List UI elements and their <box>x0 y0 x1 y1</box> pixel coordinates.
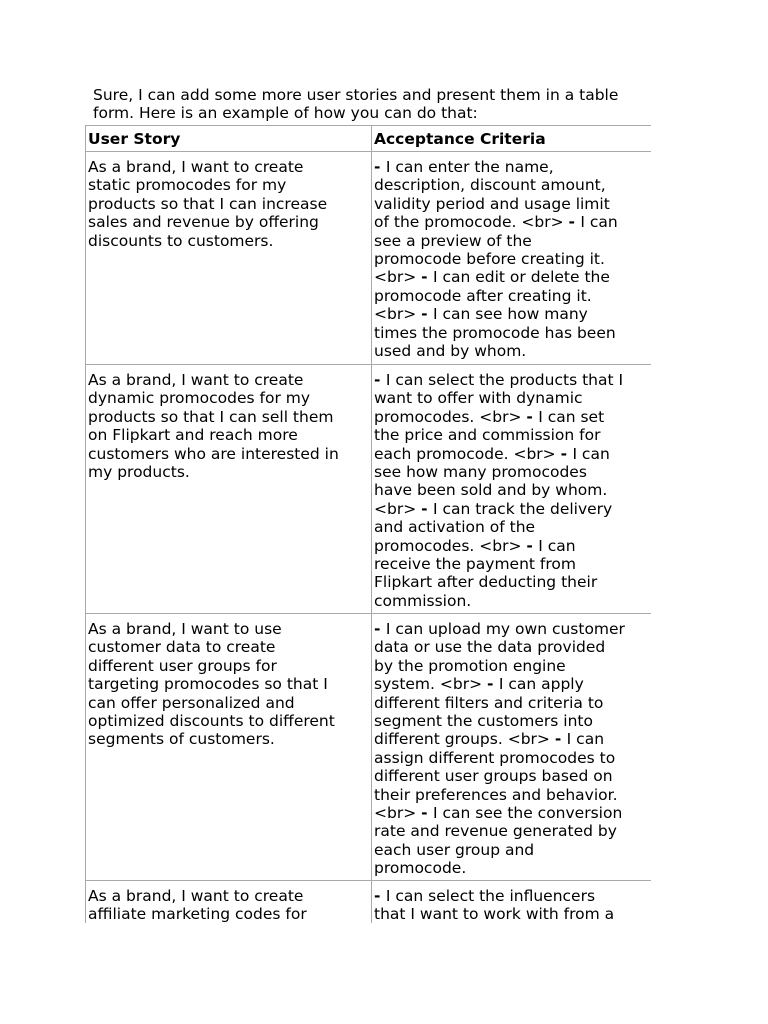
acceptance-criteria-line: data or use the data provided <box>374 638 606 657</box>
user-story-cell <box>86 365 372 614</box>
acceptance-criteria-line: segment the customers into <box>374 712 593 731</box>
user-story-cell <box>86 152 372 365</box>
user-story-line: affiliate marketing codes for <box>88 905 307 923</box>
table-row <box>86 365 652 614</box>
acceptance-criteria-line: and activation of the <box>374 518 536 537</box>
bullet-dash: - <box>374 158 386 176</box>
bullet-dash: - <box>421 268 433 287</box>
user-stories-table-container <box>85 125 651 923</box>
acceptance-criteria-line: promocode before creating it. <box>374 250 605 269</box>
bullet-dash: - <box>374 371 386 389</box>
user-story-line: can offer personalized and <box>88 693 295 712</box>
acceptance-criteria-line: want to offer with dynamic <box>374 389 583 408</box>
table-body <box>86 152 652 924</box>
acceptance-criteria-line: their preferences and behavior. <box>374 785 618 804</box>
header-acceptance-criteria: Acceptance Criteria <box>372 126 652 152</box>
intro-paragraph <box>93 86 693 122</box>
user-story-line: As a brand, I want to create <box>88 887 304 905</box>
acceptance-criteria-line: the price and commission for <box>374 426 601 445</box>
acceptance-criteria-line: different groups. <br> - I can <box>374 730 605 749</box>
user-story-line: on Flipkart and reach more <box>88 426 298 445</box>
user-story-line: targeting promocodes so that I <box>88 675 328 694</box>
acceptance-criteria-cell <box>372 881 652 924</box>
user-story-line: products so that I can increase <box>88 194 328 213</box>
bullet-dash: - <box>487 675 499 694</box>
table-row <box>86 881 652 924</box>
acceptance-criteria-line: different user groups based on <box>374 767 613 786</box>
acceptance-criteria-line: see a preview of the <box>374 231 532 250</box>
acceptance-criteria-line: rate and revenue generated by <box>374 822 617 841</box>
acceptance-criteria-line: - I can enter the name, <box>374 158 554 176</box>
acceptance-criteria-line: promocode after creating it. <box>374 286 592 305</box>
acceptance-criteria-line: - I can select the influencers <box>374 887 596 905</box>
bullet-dash: - <box>554 730 567 749</box>
user-story-line: static promocodes for my <box>88 176 287 195</box>
user-story-cell <box>86 881 372 924</box>
acceptance-criteria-line: by the promotion engine <box>374 656 566 675</box>
table-row <box>86 614 652 881</box>
user-story-line: customer data to create <box>88 638 276 657</box>
table-header-row <box>86 126 652 152</box>
bullet-dash: - <box>374 620 386 638</box>
user-stories-table <box>85 125 651 923</box>
acceptance-criteria-cell <box>372 152 652 365</box>
acceptance-criteria-line: <br> - I can see how many <box>374 305 588 324</box>
acceptance-criteria-line: each promocode. <br> - I can <box>374 444 610 463</box>
acceptance-criteria-line: <br> - I can track the delivery <box>374 499 613 518</box>
user-story-line: my products. <box>88 463 190 482</box>
user-story-line: dynamic promocodes for my <box>88 389 311 408</box>
user-story-line: As a brand, I want to create <box>88 158 304 176</box>
acceptance-criteria-line: of the promocode. <br> - I can <box>374 213 618 232</box>
acceptance-criteria-line: see how many promocodes <box>374 463 587 482</box>
acceptance-criteria-line: promocodes. <br> - I can set <box>374 407 605 426</box>
acceptance-criteria-line: assign different promocodes to <box>374 748 616 767</box>
acceptance-criteria-line: different filters and criteria to <box>374 693 604 712</box>
acceptance-criteria-line: - I can upload my own customer <box>374 620 625 638</box>
acceptance-criteria-line: commission. <box>374 591 472 610</box>
acceptance-criteria-line: <br> - I can see the conversion <box>374 804 623 823</box>
user-story-line: As a brand, I want to create <box>88 371 304 389</box>
acceptance-criteria-cell <box>372 365 652 614</box>
acceptance-criteria-line: each user group and <box>374 840 535 859</box>
header-user-story: User Story <box>86 126 372 152</box>
acceptance-criteria-line: receive the payment from <box>374 555 576 574</box>
user-story-line: As a brand, I want to use <box>88 620 282 638</box>
acceptance-criteria-line: have been sold and by whom. <box>374 481 608 500</box>
acceptance-criteria-line: times the promocode has been <box>374 323 616 342</box>
acceptance-criteria-line: validity period and usage limit <box>374 194 610 213</box>
acceptance-criteria-line: used and by whom. <box>374 342 527 361</box>
bullet-dash: - <box>421 305 433 324</box>
bullet-dash: - <box>374 887 386 905</box>
intro-line: form. Here is an example of how you can do that: <box>93 104 478 122</box>
bullet-dash: - <box>526 407 539 426</box>
acceptance-criteria-line: <br> - I can edit or delete the <box>374 268 610 287</box>
user-story-line: customers who are interested in <box>88 444 339 463</box>
acceptance-criteria-line: promocodes. <br> - I can <box>374 536 576 555</box>
bullet-dash: - <box>526 536 539 555</box>
intro-line: Sure, I can add some more user stories and present them in a table <box>93 86 619 104</box>
acceptance-criteria-cell <box>372 614 652 881</box>
acceptance-criteria-line: description, discount amount, <box>374 176 606 195</box>
user-story-line: sales and revenue by offering <box>88 213 319 232</box>
bullet-dash: - <box>421 804 433 823</box>
user-story-line: segments of customers. <box>88 730 275 749</box>
table-row <box>86 152 652 365</box>
user-story-line: different user groups for <box>88 656 277 675</box>
acceptance-criteria-line: system. <br> - I can apply <box>374 675 584 694</box>
user-story-line: optimized discounts to different <box>88 712 335 731</box>
acceptance-criteria-line: - I can select the products that I <box>374 371 624 389</box>
user-story-line: discounts to customers. <box>88 231 274 250</box>
user-story-cell <box>86 614 372 881</box>
acceptance-criteria-line: promocode. <box>374 859 467 878</box>
user-story-line: products so that I can sell them <box>88 407 334 426</box>
bullet-dash: - <box>560 444 573 463</box>
acceptance-criteria-line: Flipkart after deducting their <box>374 573 598 592</box>
bullet-dash: - <box>421 499 433 518</box>
acceptance-criteria-line: that I want to work with from a <box>374 905 615 923</box>
bullet-dash: - <box>568 213 581 232</box>
